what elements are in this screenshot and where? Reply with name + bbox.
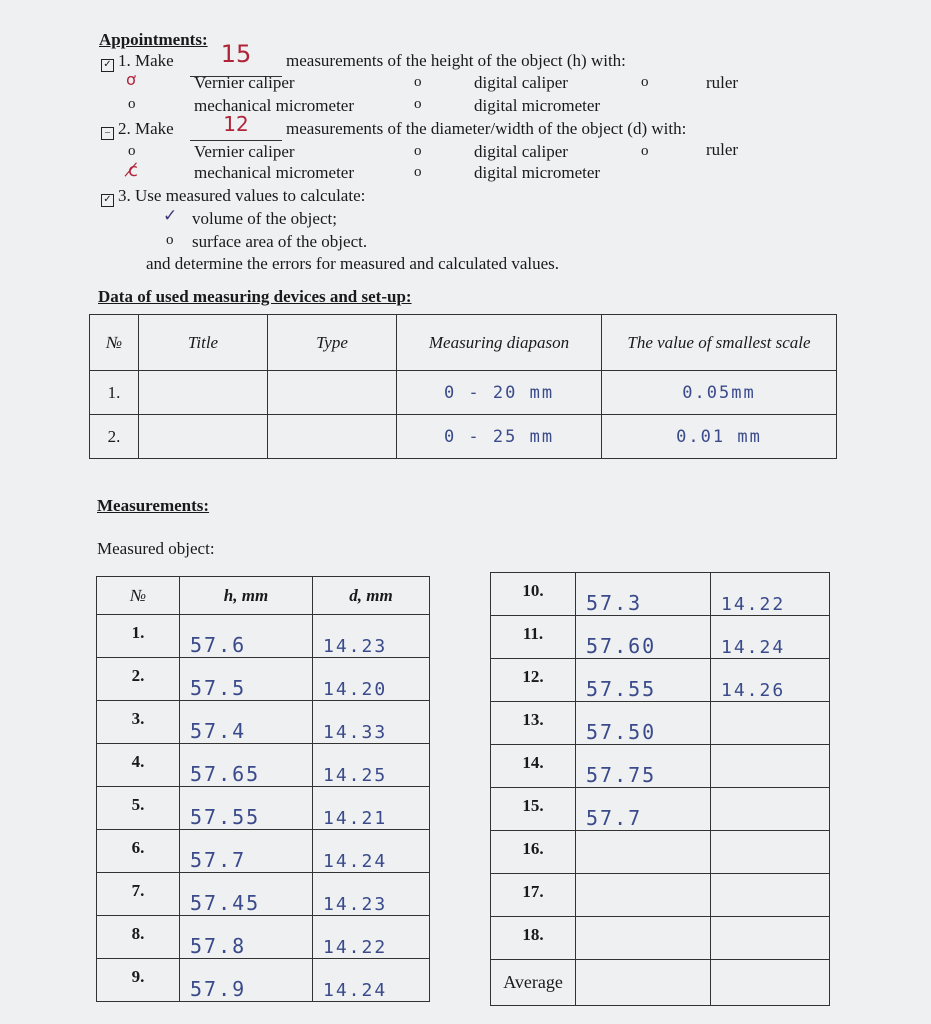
table-row [97, 830, 430, 873]
h-value-cell[interactable] [576, 917, 711, 960]
h-value-cell[interactable]: 57.50 [576, 702, 711, 745]
row-number: 16. [491, 831, 576, 874]
h-value-cell[interactable]: 57.8 [180, 916, 313, 959]
d-value-cell[interactable] [711, 917, 830, 960]
item2-count: 12 [223, 112, 249, 136]
radio-circle-icon[interactable]: o [414, 143, 422, 159]
row-number: 6. [97, 830, 180, 873]
item3-opt-volume[interactable]: volume of the object; [192, 209, 337, 228]
row-number: 14. [491, 745, 576, 788]
col-header-d: d, mm [313, 577, 430, 615]
row-number: 7. [97, 873, 180, 916]
item1-opt-vernier[interactable]: Vernier caliper [194, 73, 295, 92]
d-value-cell[interactable] [711, 874, 830, 917]
table-row [491, 745, 830, 788]
item2-opt-ruler[interactable]: ruler [706, 140, 739, 159]
device-row-number: 1. [90, 371, 139, 415]
radio-circle-icon[interactable]: o [128, 96, 136, 112]
device-title-cell[interactable] [139, 371, 268, 415]
item3-footer: and determine the errors for measured and calculated values. [146, 254, 560, 273]
d-value-cell[interactable]: 14.25 [313, 744, 430, 787]
row-number: 2. [97, 658, 180, 701]
table-row [97, 701, 430, 744]
item3-line [101, 186, 365, 207]
row-number: 8. [97, 916, 180, 959]
h-value-cell[interactable]: 57.7 [180, 830, 313, 873]
radio-circle-icon[interactable]: o [641, 74, 649, 90]
row-number: 13. [491, 702, 576, 745]
measurements-table-left [96, 576, 430, 1002]
row-number: 4. [97, 744, 180, 787]
d-value-cell[interactable] [711, 831, 830, 874]
device-type-cell[interactable] [268, 415, 397, 459]
table-row [97, 959, 430, 1002]
measurements-heading: Measurements: [97, 496, 210, 515]
d-value-cell[interactable]: 14.24 [313, 830, 430, 873]
d-value-cell[interactable]: 14.24 [711, 616, 830, 659]
table-row [491, 788, 830, 831]
h-value-cell[interactable]: 57.5 [180, 658, 313, 701]
d-value-cell[interactable] [711, 745, 830, 788]
radio-circle-icon[interactable]: o [414, 74, 422, 90]
d-value-cell[interactable] [711, 788, 830, 831]
devices-table [89, 314, 837, 459]
h-value-cell[interactable]: 57.9 [180, 959, 313, 1002]
row-number: 17. [491, 874, 576, 917]
average-d-cell[interactable] [711, 960, 830, 1006]
col-header-diapason: Measuring diapason [397, 315, 602, 371]
device-type-cell[interactable] [268, 371, 397, 415]
item1-opt-ruler[interactable]: ruler [706, 73, 739, 92]
radio-circle-icon[interactable]: o [414, 164, 422, 180]
table-row [491, 917, 830, 960]
row-number: 11. [491, 616, 576, 659]
table-row [491, 874, 830, 917]
table-row [90, 415, 837, 459]
row-number: 9. [97, 959, 180, 1002]
check-mark-icon: ✓ [163, 206, 178, 226]
d-value-cell[interactable]: 14.23 [313, 873, 430, 916]
d-value-cell[interactable]: 14.22 [313, 916, 430, 959]
checkbox-item1[interactable]: ✓ [101, 59, 114, 72]
check-mark-icon: ơ [126, 70, 136, 89]
col-header-number: № [97, 577, 180, 615]
item1-opt-digital-caliper[interactable]: digital caliper [474, 73, 568, 92]
device-range-cell[interactable]: 0 - 20 mm [397, 371, 602, 415]
table-row [97, 615, 430, 658]
radio-circle-icon[interactable]: o [166, 232, 174, 248]
row-number: 1. [97, 615, 180, 658]
row-number: 12. [491, 659, 576, 702]
col-header-title: Title [139, 315, 268, 371]
item2-opt-mech-micrometer[interactable]: mechanical micrometer [194, 163, 354, 182]
device-range-cell[interactable]: 0 - 25 mm [397, 415, 602, 459]
item2-opt-vernier[interactable]: Vernier caliper [194, 142, 295, 161]
d-value-cell[interactable]: 14.24 [313, 959, 430, 1002]
col-header-type: Type [268, 315, 397, 371]
table-row [491, 659, 830, 702]
appointments-heading: Appointments: [99, 30, 208, 49]
h-value-cell[interactable] [576, 874, 711, 917]
table-row [97, 744, 430, 787]
device-scale-cell[interactable]: 0.05mm [602, 371, 837, 415]
col-header-scale: The value of smallest scale [602, 315, 837, 371]
check-mark-icon: ⅽ̸ [128, 160, 138, 181]
table-row [97, 658, 430, 701]
device-scale-cell[interactable]: 0.01 mm [602, 415, 837, 459]
d-value-cell[interactable]: 14.26 [711, 659, 830, 702]
h-value-cell[interactable]: 57.3 [576, 573, 711, 616]
table-row [491, 702, 830, 745]
checkbox-item3[interactable]: ✓ [101, 194, 114, 207]
radio-circle-icon[interactable]: o [641, 143, 649, 159]
d-value-cell[interactable] [711, 702, 830, 745]
row-number: 3. [97, 701, 180, 744]
h-value-cell[interactable] [576, 831, 711, 874]
h-value-cell[interactable]: 57.45 [180, 873, 313, 916]
measurements-table-right [490, 572, 830, 1006]
item1-text: measurements of the height of the object (h) with: [286, 51, 626, 70]
average-h-cell[interactable] [576, 960, 711, 1006]
device-row-number: 2. [90, 415, 139, 459]
d-value-cell[interactable]: 14.22 [711, 573, 830, 616]
d-value-cell[interactable]: 14.33 [313, 701, 430, 744]
h-value-cell[interactable]: 57.65 [180, 744, 313, 787]
item2-text: measurements of the diameter/width of the object (d) with: [286, 119, 687, 138]
table-row [491, 616, 830, 659]
d-value-cell[interactable]: 14.20 [313, 658, 430, 701]
h-value-cell[interactable]: 57.6 [180, 615, 313, 658]
item3-text: 3. Use measured values to calculate: [118, 186, 366, 205]
item2-line [101, 119, 174, 140]
item1-prefix: 1. Make [118, 51, 174, 70]
devices-heading: Data of used measuring devices and set-up: [98, 287, 412, 306]
item3-opt-surface[interactable]: surface area of the object. [192, 232, 368, 251]
h-value-cell[interactable]: 57.60 [576, 616, 711, 659]
table-row [97, 916, 430, 959]
radio-circle-icon[interactable]: o [414, 96, 422, 112]
item1-opt-mech-micrometer[interactable]: mechanical micrometer [194, 96, 354, 115]
row-number: 5. [97, 787, 180, 830]
table-row [491, 573, 830, 616]
row-number: 15. [491, 788, 576, 831]
checkbox-item2[interactable]: – [101, 127, 114, 140]
h-value-cell[interactable]: 57.75 [576, 745, 711, 788]
col-header-number: № [90, 315, 139, 371]
table-row [491, 831, 830, 874]
table-row [97, 873, 430, 916]
device-title-cell[interactable] [139, 415, 268, 459]
d-value-cell[interactable]: 14.21 [313, 787, 430, 830]
h-value-cell[interactable]: 57.55 [576, 659, 711, 702]
average-label: Average [491, 960, 576, 1006]
measured-object-label: Measured object: [97, 539, 215, 558]
h-value-cell[interactable]: 57.4 [180, 701, 313, 744]
table-row [97, 787, 430, 830]
table-row [90, 371, 837, 415]
item2-opt-digital-micrometer[interactable]: digital micrometer [474, 163, 601, 182]
h-value-cell[interactable]: 57.7 [576, 788, 711, 831]
item1-opt-digital-micrometer[interactable]: digital micrometer [474, 96, 601, 115]
col-header-h: h, mm [180, 577, 313, 615]
item2-opt-digital-caliper[interactable]: digital caliper [474, 142, 568, 161]
h-value-cell[interactable]: 57.55 [180, 787, 313, 830]
row-number: 10. [491, 573, 576, 616]
radio-circle-icon[interactable]: o [128, 143, 136, 159]
row-number: 18. [491, 917, 576, 960]
item2-prefix: 2. Make [118, 119, 174, 138]
item1-line [101, 51, 174, 72]
average-row [491, 960, 830, 1006]
d-value-cell[interactable]: 14.23 [313, 615, 430, 658]
item1-count: 15 [220, 40, 252, 68]
item2-count-field[interactable] [190, 112, 282, 141]
